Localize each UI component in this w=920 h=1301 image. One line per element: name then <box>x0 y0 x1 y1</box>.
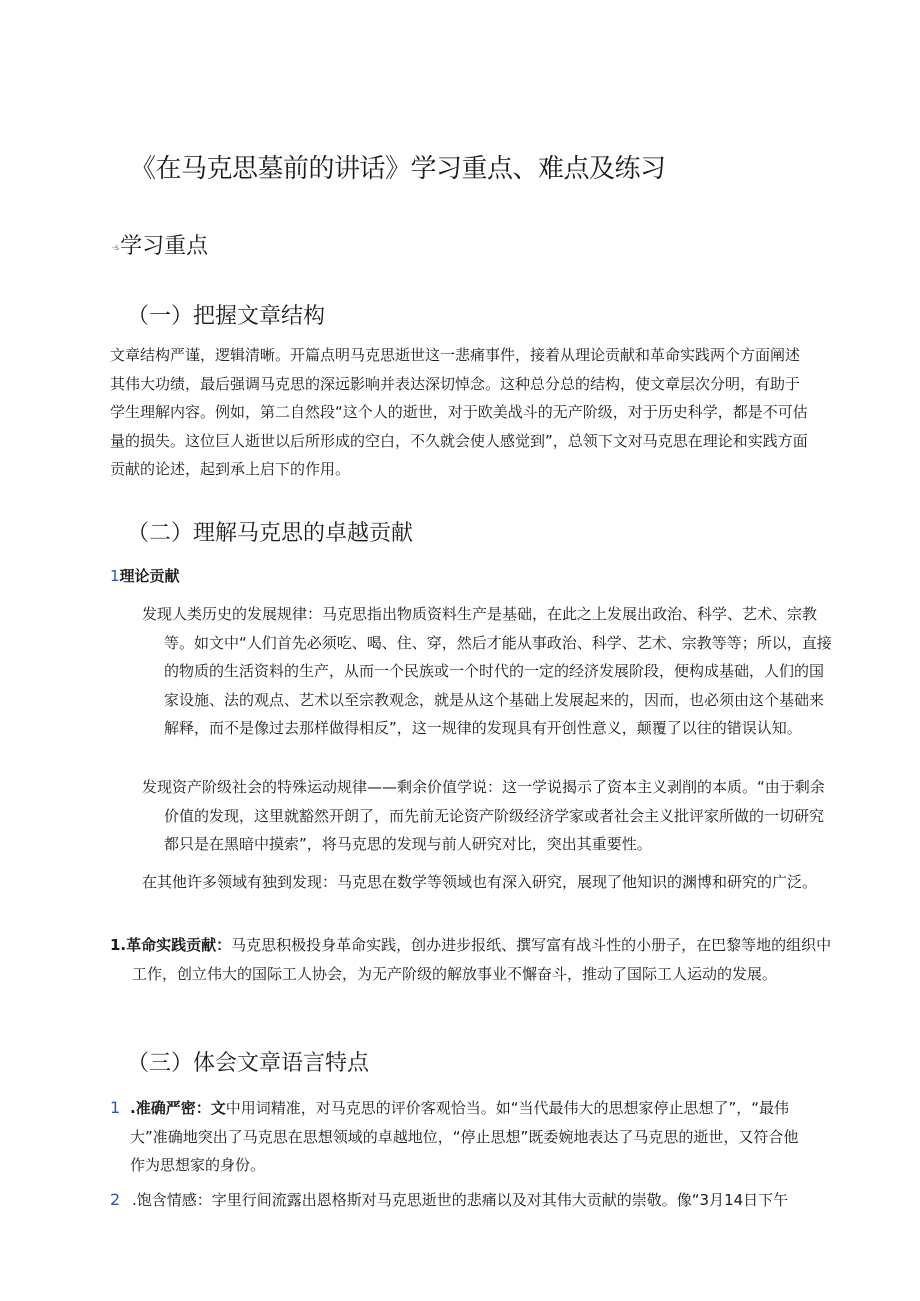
language-item-precise-body: 中用词精准，对马克思的评价客观恰当。如“当代最伟大的思想家停止思想了”，“最伟大”准确地突出了马克思在思想领域的卓越地位，“停止思想”既委婉地表达了马克思的逝世，又符合他作为思想家的身份。 <box>130 1099 799 1174</box>
language-item-precise <box>110 1094 810 1180</box>
language-item-precise-number: 1 <box>110 1098 121 1117</box>
language-item-emotion <box>110 1186 810 1215</box>
part2-sub1-heading <box>110 565 180 586</box>
part2-sub1-title: 理论贡献 <box>119 567 180 585</box>
language-item-precise-text <box>110 1094 810 1180</box>
section-heading-text: 学习重点 <box>120 234 209 259</box>
language-item-emotion-text: .饱含情感：字里行间流露出恩格斯对马克思逝世的悲痛以及对其伟大贡献的崇敬。像“3月14日下午 <box>132 1191 789 1209</box>
language-item-precise-title: .准确严密：文 <box>130 1099 226 1117</box>
theory-item-history-law: 发现人类历史的发展规律：马克思指出物质资料生产是基础，在此之上发展出政治、科学、艺术、宗教等。如文中“人们首先必须吃、喝、住、穿，然后才能从事政治、科学、艺术、宗教等等；所以，直接的物质的生活资料的生产，从而一个民族或一个时代的一定的经济发展阶段，便构成基础，人们的国家设施、法的观点、艺术以至宗教观念，就是从这个基础上发展起来的，因而，也必须由这个基础来解释，而不是像过去那样做得相反”，这一规律的发现具有开创性意义，颠覆了以往的错误认知。 <box>142 605 832 737</box>
part2-heading: （二）理解马克思的卓越贡献 <box>127 521 414 546</box>
section-prefix-mark: -s <box>112 242 120 252</box>
theory-item-other-fields: 在其他许多领域有独到发现：马克思在数学等领域也有深入研究，展现了他知识的渊博和研究的广泛。 <box>142 873 818 891</box>
practice-body: 马克思积极投身革命实践，创办进步报纸、撰写富有战斗性的小册子，在巴黎等地的组织中工作，创立伟大的国际工人协会，为无产阶级的解放事业不懈奋斗，推动了国际工人运动的发展。 <box>132 936 832 983</box>
part1-body: 文章结构严谨，逻辑清晰。开篇点明马克思逝世这一悲痛事件，接着从理论贡献和革命实践两个方面阐述其伟大功绩，最后强调马克思的深远影响并表达深切悼念。这种总分总的结构，使文章层次分明，有助于学生理解内容。例如，第二自然段“这个人的逝世，对于欧美战斗的无产阶级，对于历史科学，都是不可估量的损失。这位巨人逝世以后所形成的空白，不久就会使人感觉到”，总领下文对马克思在理论和实践方面贡献的论述，起到承上启下的作用。 <box>110 346 808 478</box>
practice-contribution <box>110 931 832 988</box>
section-heading-study-focus <box>112 229 208 260</box>
part3-heading: （三）体会文章语言特点 <box>127 1051 370 1076</box>
practice-title: 革命实践贡献： <box>126 936 232 954</box>
practice-number: 1. <box>110 936 127 954</box>
theory-item-surplus-value: 发现资产阶级社会的特殊运动规律——剩余价值学说：这一学说揭示了资本主义剥削的本质。“由于剩余价值的发现，这里就豁然开朗了，而先前无论资产阶级经济学家或者社会主义批评家所做的一切研究都只是在黑暗中摸索”，将马克思的发现与前人研究对比，突出其重要性。 <box>142 778 825 853</box>
part2-sub1-number: 1 <box>110 567 120 585</box>
document-title: 《在马克思墓前的讲话》学习重点、难点及练习 <box>130 154 666 184</box>
language-item-emotion-number: 2 <box>110 1190 121 1209</box>
part1-heading: （一）把握文章结构 <box>127 304 326 329</box>
